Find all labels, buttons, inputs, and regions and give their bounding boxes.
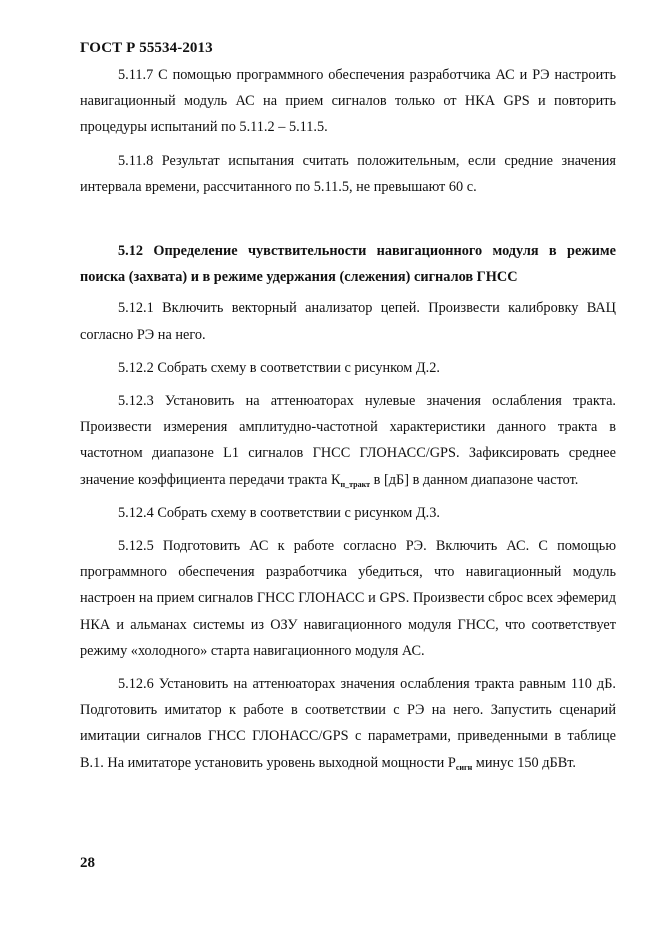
subscript-k-path: п_тракт	[340, 479, 371, 489]
paragraph-5-12-3-tail: в [дБ] в данном диапазоне частот.	[370, 471, 579, 488]
paragraph-5-12-3	[80, 388, 616, 493]
paragraph-5-12-3-text: 5.12.3 Установить на аттенюаторах нулевые значения ослабления тракта. Произвести измерения амплитудно-частотной характеристики данного тракта в частотном диапазоне L1 сигналов ГНСС ГЛОНАСС/GPS. Зафиксировать среднее значение коэффициента передачи тракта К	[80, 393, 616, 488]
subscript-p-signal: сигн	[455, 762, 473, 772]
page-header-standard: ГОСТ Р 55534-2013	[80, 40, 213, 56]
paragraph-5-12-5: 5.12.5 Подготовить АС к работе согласно РЭ. Включить АС. С помощью программного обеспечения разработчика убедиться, что навигационный модуль настроен на прием сигналов ГНСС ГЛОНАСС и GPS. Произвести сброс всех эфемерид НКА и альманах системы из ОЗУ навигационного модуля ГНСС, что соответствует режиму «холодного» старта навигационного модуля АС.	[80, 538, 616, 659]
section-heading-5-12: 5.12 Определение чувствительности навигационного модуля в режиме поиска (захвата) и в режиме удержания (слежения) сигналов ГНСС	[80, 243, 616, 286]
page-number: 28	[80, 855, 95, 871]
paragraph-5-12-2: 5.12.2 Собрать схему в соответствии с рисунком Д.2.	[118, 359, 440, 376]
paragraph-5-12-4: 5.12.4 Собрать схему в соответствии с рисунком Д.3.	[118, 504, 440, 521]
paragraph-5-12-1: 5.12.1 Включить векторный анализатор цепей. Произвести калибровку ВАЦ согласно РЭ на него.	[80, 300, 616, 343]
paragraph-5-12-6	[80, 671, 616, 776]
paragraph-5-12-6-text: 5.12.6 Установить на аттенюаторах значения ослабления тракта равным 110 дБ. Подготовить имитатор к работе в соответствии с РЭ на него. Запустить сценарий имитации сигналов ГНСС ГЛОНАСС/GPS с параметрами, приведенными в таблице В.1. На имитаторе установить уровень выходной мощности Р	[80, 676, 616, 771]
paragraph-5-11-8: 5.11.8 Результат испытания считать положительным, если средние значения интервала времени, рассчитанного по 5.11.5, не превышают 60 с.	[80, 152, 616, 195]
document-body	[80, 62, 616, 783]
paragraph-5-11-7: 5.11.7 С помощью программного обеспечения разработчика АС и РЭ настроить навигационный модуль АС на прием сигналов только от НКА GPS и повторить процедуры испытаний по 5.11.2 – 5.11.5.	[80, 67, 616, 136]
paragraph-5-12-6-tail: минус 150 дБВт.	[472, 754, 576, 771]
